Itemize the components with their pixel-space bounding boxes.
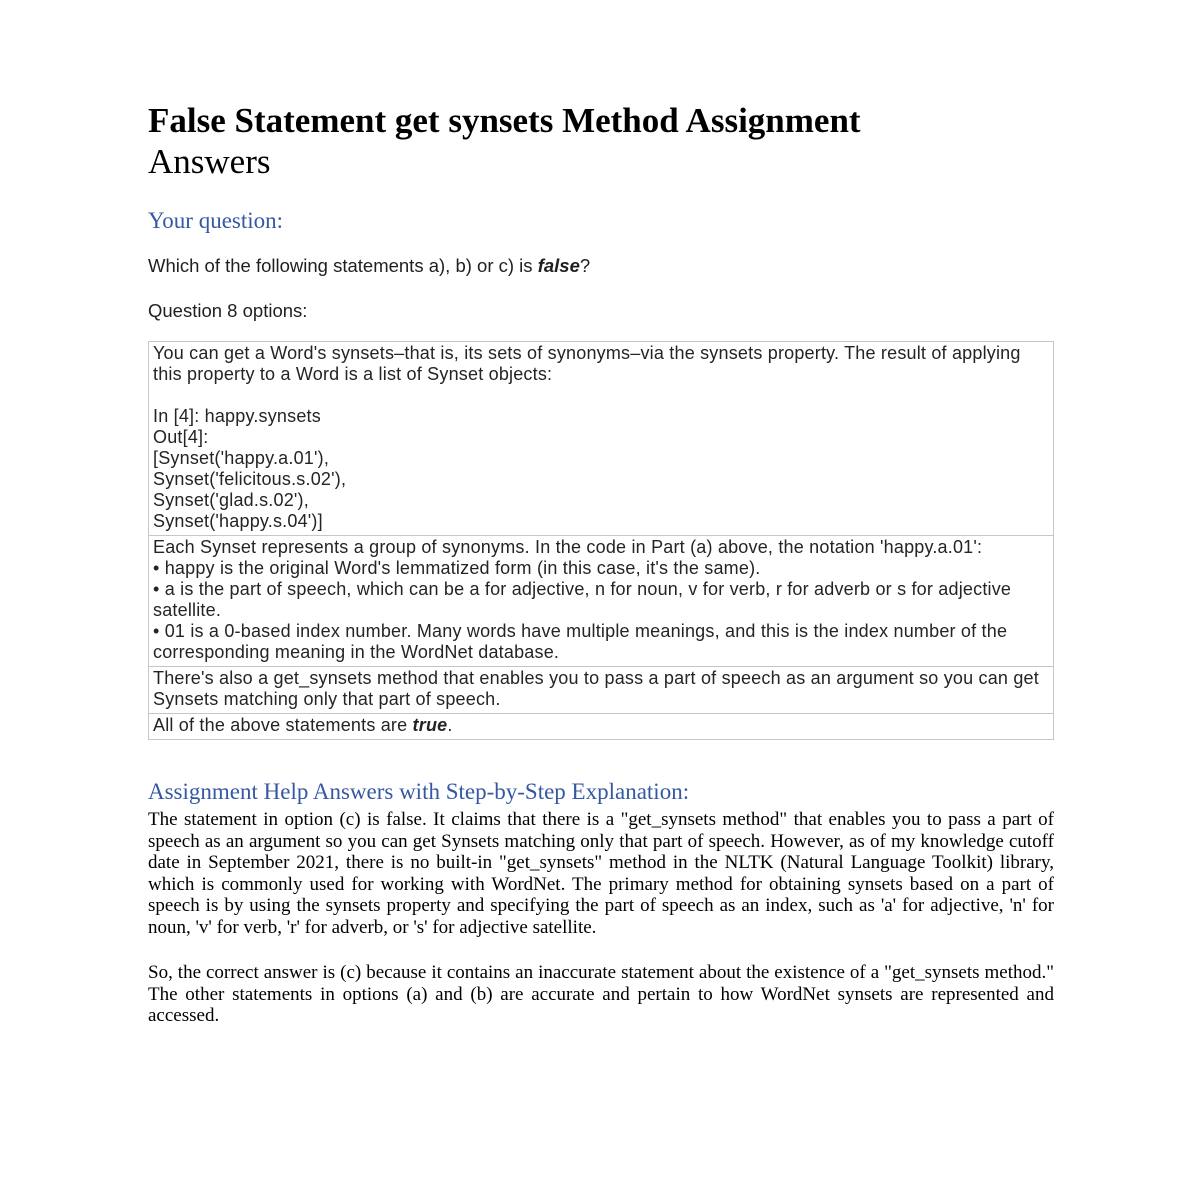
option-b-bullet: • a is the part of speech, which can be a for adjective, n for noun, v for verb, r for adverb or s for adjective satellite. [153, 579, 1012, 621]
option-d-prefix: All of the above statements are [153, 715, 413, 736]
question-suffix: ? [579, 255, 591, 277]
options-table [148, 341, 1054, 740]
option-a-code-line: Synset('happy.s.04')] [153, 511, 323, 532]
option-b-text: Each Synset represents a group of synonyms. In the code in Part (a) above, the notation 'happy.a.01': [153, 537, 983, 558]
option-row-c [149, 666, 1053, 713]
page-title [148, 101, 928, 183]
option-a-code-line: [Synset('happy.a.01'), [153, 448, 330, 469]
option-row-b [149, 535, 1053, 666]
question-text [148, 255, 1054, 277]
option-a-code-line: In [4]: happy.synsets [153, 406, 321, 427]
option-d-text [153, 715, 1049, 736]
option-a-code-line: Out[4]: [153, 427, 209, 448]
page-title-regular: Answers [148, 141, 271, 181]
answer-paragraph-1: The statement in option (c) is false. It claims that there is a "get_synsets method" that enables you to pass a part of speech as an argument so you can get Synsets matching only that part of speech. However, as of my knowledge cutoff date in September 2021, there is no built-in "get_synsets" method in the NLTK (Natural Language Toolkit) library, which is commonly used for working with WordNet. The primary method for obtaining synsets based on a part of speech is by using the synsets property and specifying the part of speech as an index, such as 'a' for adjective, 'n' for noun, 'v' for verb, 'r' for adverb, or 's' for adjective satellite. [148, 809, 1054, 938]
option-b-bullet: • happy is the original Word's lemmatized form (in this case, it's the same). [153, 558, 761, 579]
option-c-text: There's also a get_synsets method that enables you to pass a part of speech as an argument so you can get Synsets matching only that part of speech. [153, 668, 1039, 710]
option-row-d [149, 713, 1053, 739]
your-question-heading: Your question: [148, 207, 284, 233]
option-d-emphasis: true [412, 715, 448, 736]
answer-heading: Assignment Help Answers with Step-by-Step Explanation: [148, 779, 690, 805]
option-a-code-line: Synset('glad.s.02'), [153, 490, 309, 511]
option-a-blank-line [153, 385, 1049, 406]
option-d-suffix: . [447, 715, 453, 736]
option-a-code-line: Synset('felicitous.s.02'), [153, 469, 347, 490]
document-content [148, 0, 1054, 1027]
option-row-a [149, 342, 1053, 535]
question-emphasis: false [537, 255, 580, 277]
answer-paragraph-2: So, the correct answer is (c) because it contains an inaccurate statement about the existence of a "get_synsets method." The other statements in options (a) and (b) are accurate and pertain to how WordNet synsets are represented and accessed. [148, 962, 1054, 1027]
option-b-bullet: • 01 is a 0-based index number. Many words have multiple meanings, and this is the index number of the corresponding meaning in the WordNet database. [153, 621, 1008, 663]
question-prefix: Which of the following statements a), b) or c) is [148, 255, 538, 277]
option-a-text: You can get a Word's synsets–that is, its sets of synonyms–via the synsets property. The result of applying this property to a Word is a list of Synset objects: [153, 343, 1021, 385]
options-label: Question 8 options: [148, 300, 308, 322]
page-title-bold: False Statement get synsets Method Assignment [148, 101, 861, 140]
